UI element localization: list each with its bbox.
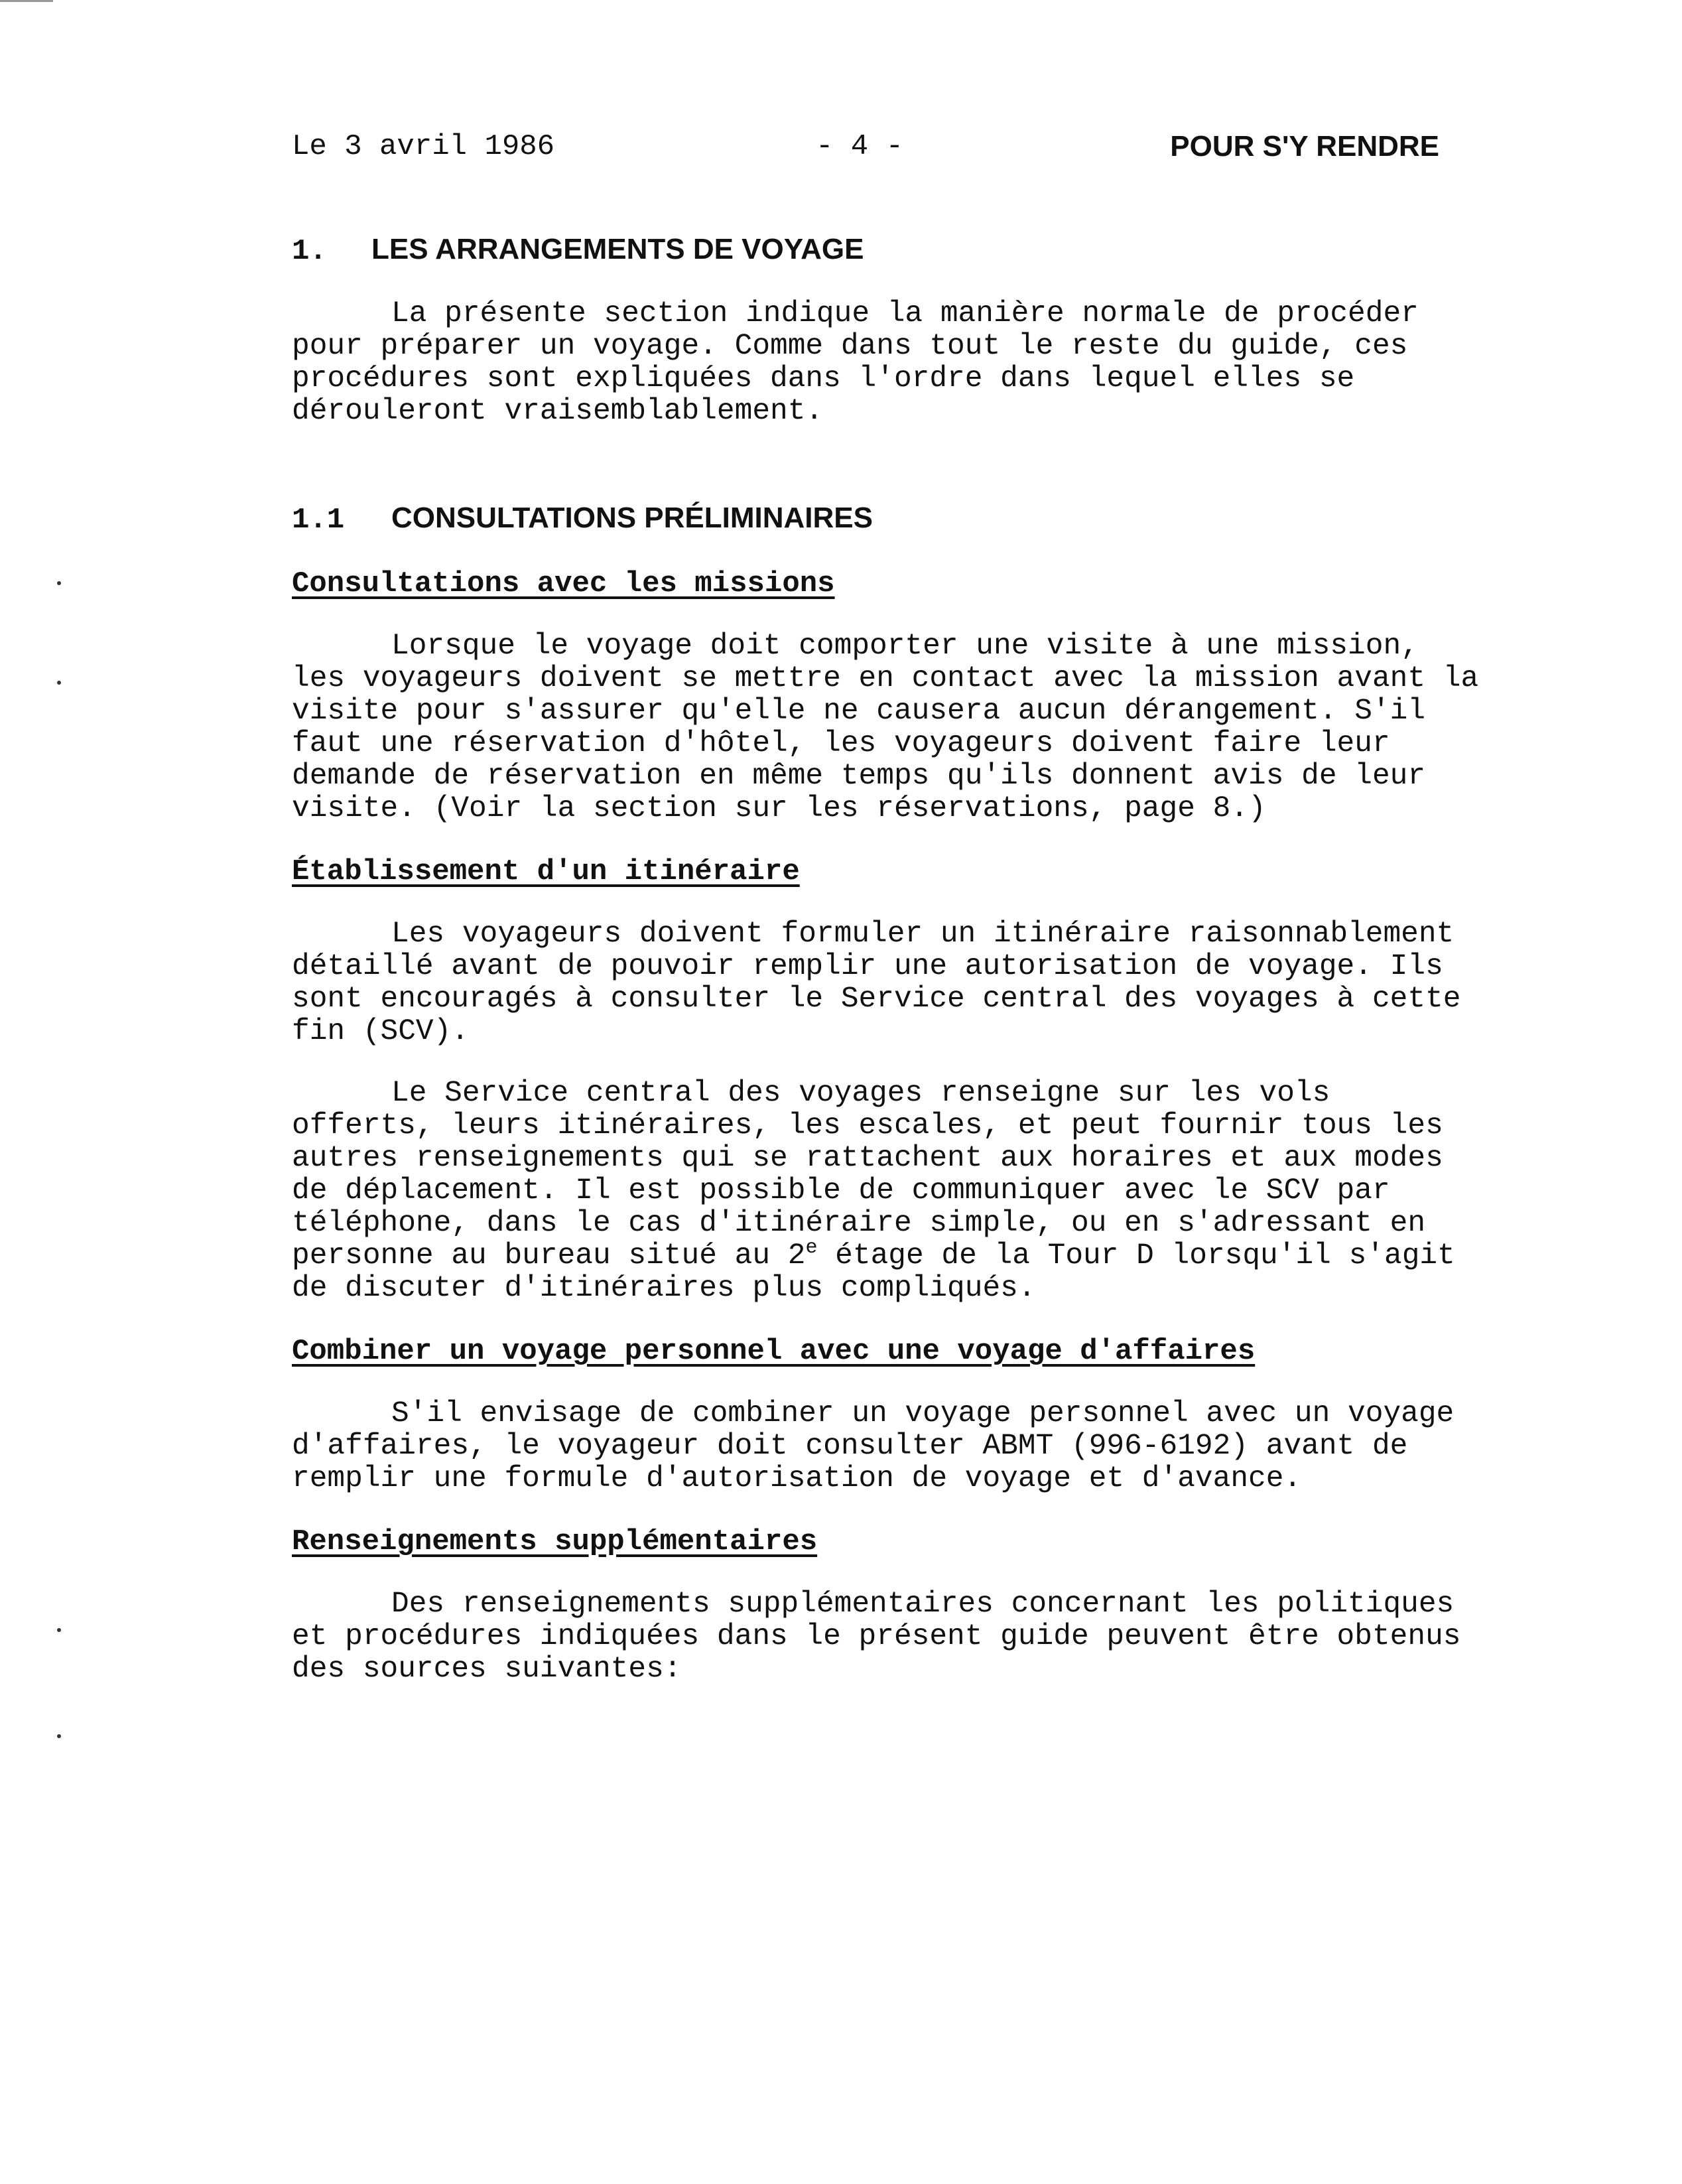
section-title: LES ARRANGEMENTS DE VOYAGE	[371, 233, 864, 265]
superscript-e: e	[805, 1237, 818, 1260]
subsection-title: CONSULTATIONS PRÉLIMINAIRES	[391, 502, 873, 534]
renseignements-paragraph: Des renseignements supplémentaires concernant les politiques et procédures indiquées dans le présent guide peuvent être obtenus des sources suivantes:	[292, 1588, 1461, 1686]
combiner-paragraph: S'il envisage de combiner un voyage personnel avec un voyage d'affaires, le voyageur doit consulter ABMT (996-6192) avant de remplir une formule d'autorisation de voyage et d'avance.	[292, 1397, 1455, 1495]
margin-dot	[57, 681, 61, 685]
itineraire-text-part-1: Le Service central des voyages renseigne sur les vols offerts, leurs itinéraires, les escales, et peut fournir tous les autres renseignements qui se rattachent aux horaires et aux modes de déplacement. Il est possible de communiquer avec le SCV par téléphone, dans le cas d'itinéraire simple, ou en s'adressant en personne au bureau situé au 2	[292, 1077, 1443, 1272]
missions-heading: Consultations avec les missions	[292, 567, 835, 600]
margin-dot	[57, 1628, 61, 1632]
itineraire-paragraph-1: Les voyageurs doivent formuler un itinéraire raisonnablement détaillé avant de pouvoir remplir une autorisation de voyage. Ils sont encouragés à consulter le Service central des voyages à cette fin (SCV).	[292, 918, 1461, 1048]
renseignements-heading: Renseignements supplémentaires	[292, 1525, 818, 1558]
scan-corner-mark	[0, 0, 53, 2]
subsection-number: 1.1	[292, 504, 345, 537]
subsection-heading	[292, 501, 1479, 537]
itineraire-text-part-2: étage de la Tour D lorsqu'il s'agit de discuter d'itinéraires plus compliqués.	[292, 1239, 1455, 1305]
margin-dot	[57, 581, 61, 585]
page-header	[292, 130, 1439, 170]
margin-dot	[57, 1734, 61, 1738]
intro-paragraph: La présente section indique la manière normale de procéder pour préparer un voyage. Comme dans tout le reste du guide, ces procédures sont expliquées dans l'ordre dans lequel elles se dérouleront vraisemblablement.	[292, 297, 1419, 428]
document-body	[292, 232, 1479, 1686]
header-date: Le 3 avril 1986	[292, 130, 555, 163]
missions-paragraph: Lorsque le voyage doit comporter une visite à une mission, les voyageurs doivent se mettre en contact avec la mission avant la visite pour s'assurer qu'elle ne causera aucun dérangement. S'il faut une réservation d'hôtel, les voyageurs doivent faire leur demande de réservation en même temps qu'ils donnent avis de leur visite. (Voir la section sur les réservations, page 8.)	[292, 630, 1479, 825]
section-heading	[292, 232, 1479, 269]
itineraire-paragraph-2	[292, 1077, 1479, 1305]
header-section-name: POUR S'Y RENDRE	[1170, 130, 1439, 163]
itineraire-heading: Établissement d'un itinéraire	[292, 855, 800, 888]
combiner-heading: Combiner un voyage personnel avec une voyage d'affaires	[292, 1335, 1256, 1368]
header-page-number: - 4 -	[816, 130, 904, 163]
section-number: 1.	[292, 235, 327, 268]
